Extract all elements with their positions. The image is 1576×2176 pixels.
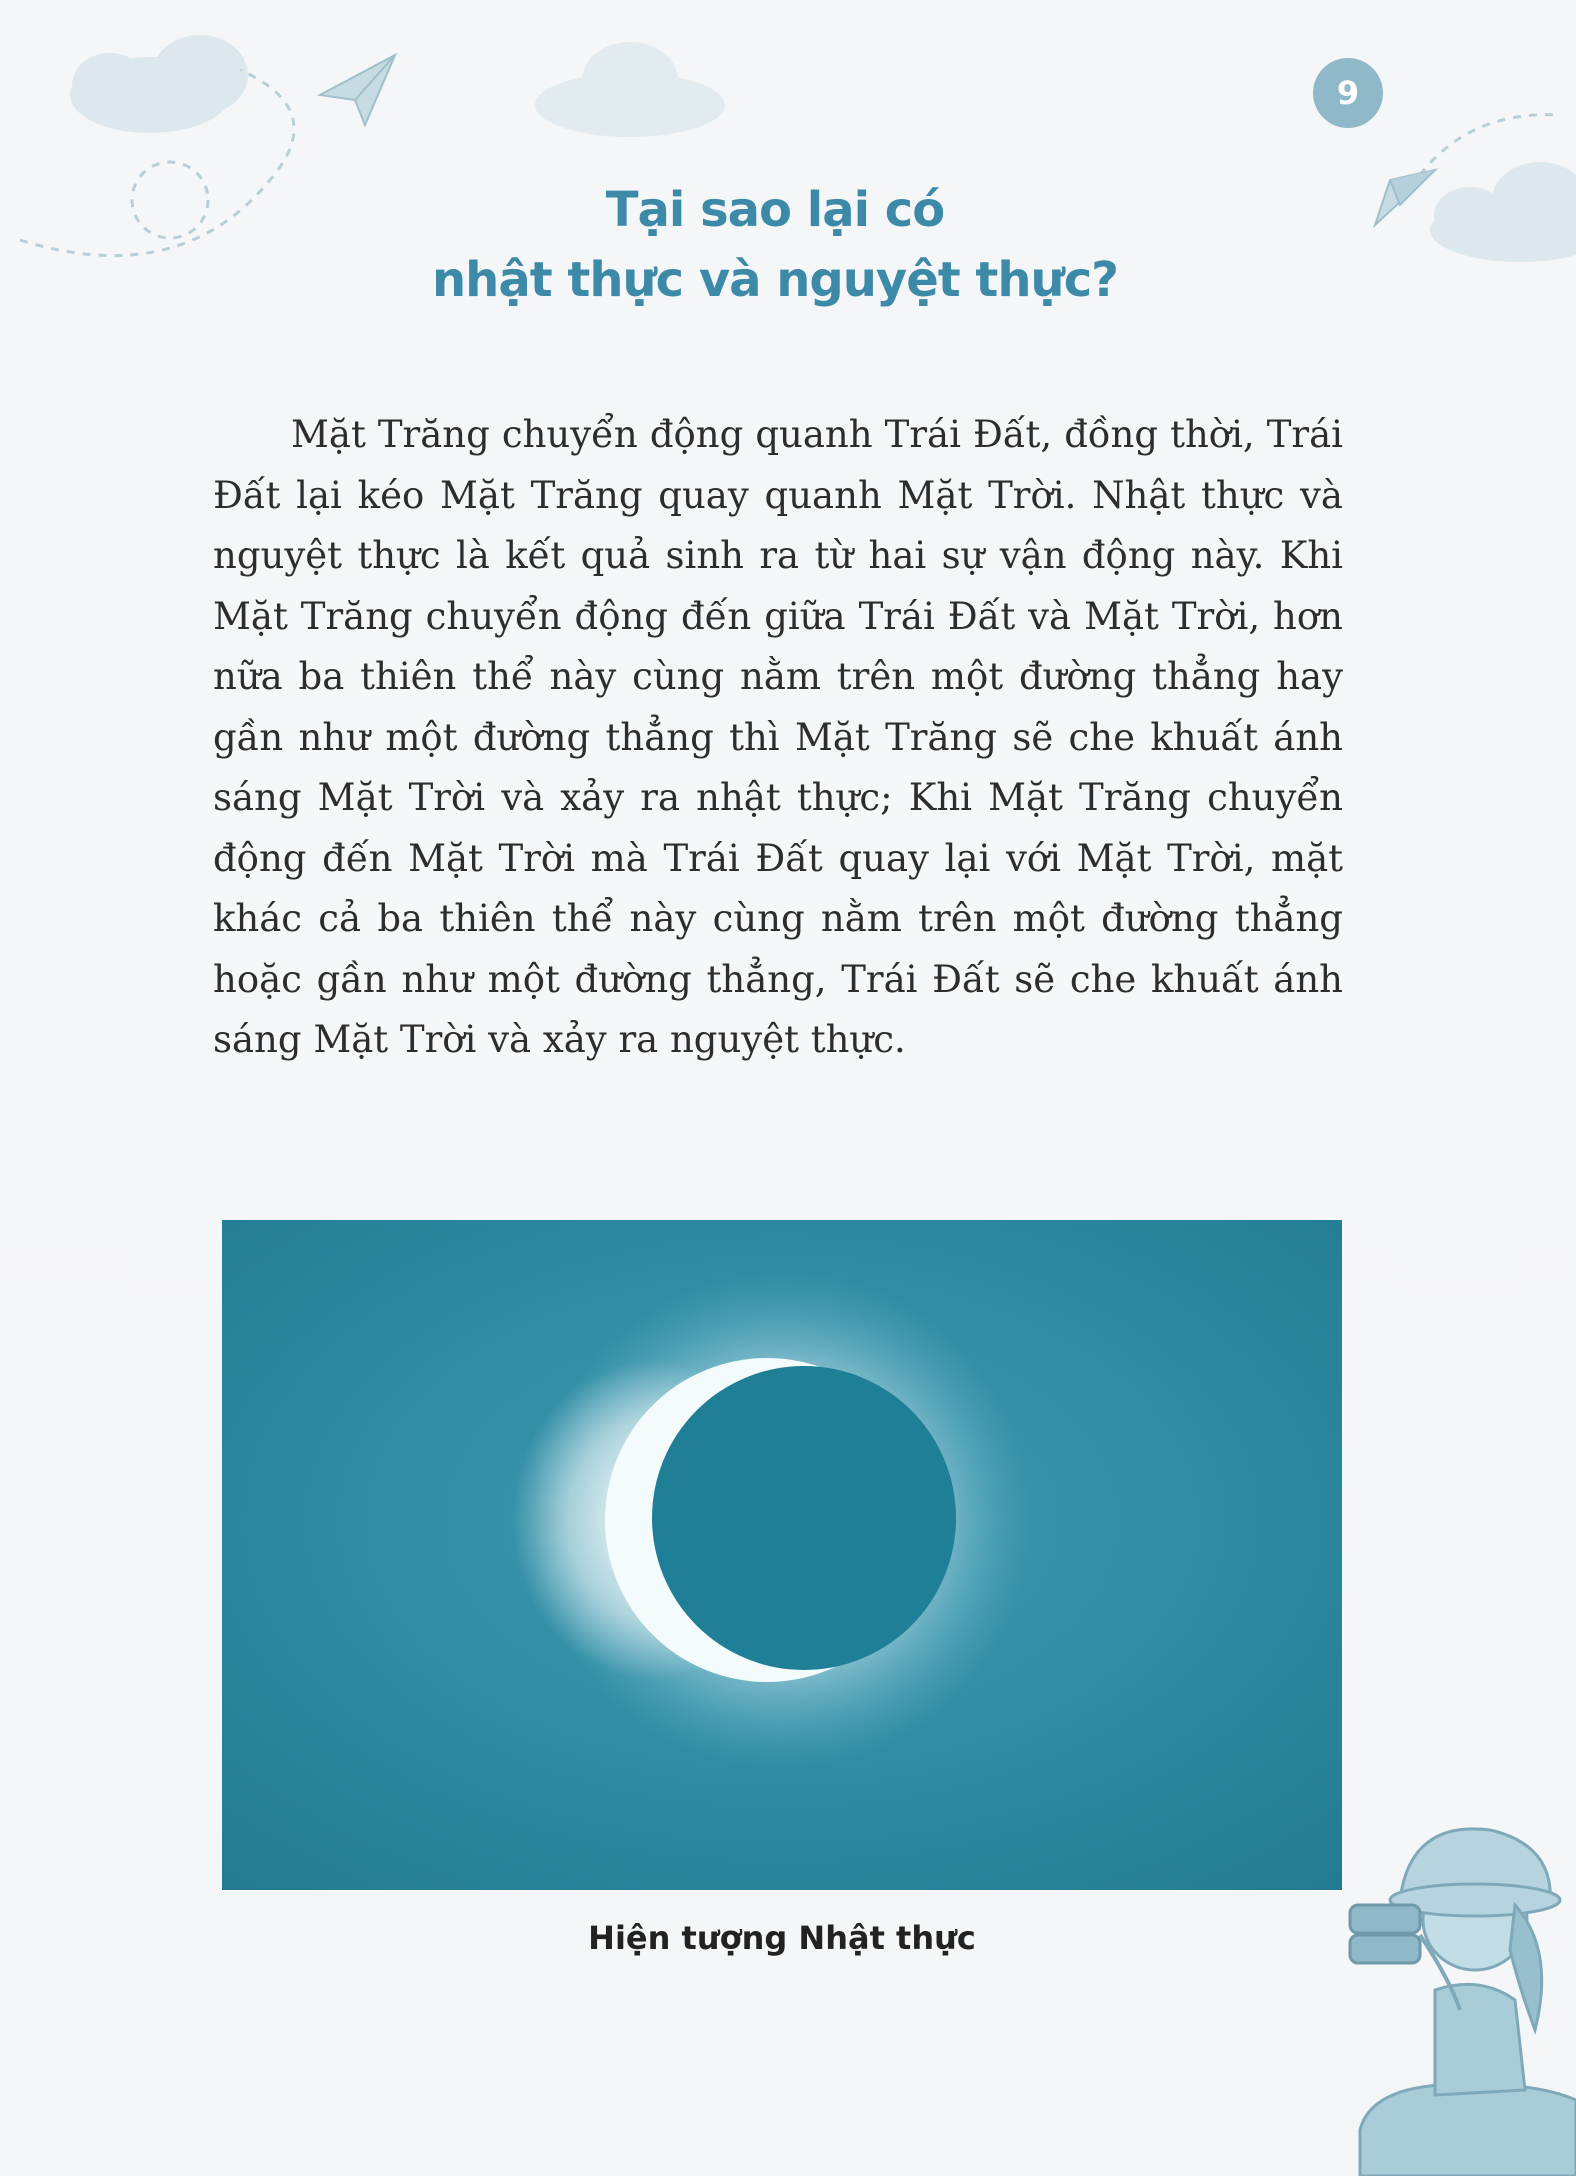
paper-plane-icon <box>320 55 395 125</box>
moon-disc <box>652 1366 956 1670</box>
paper-plane-icon <box>1375 170 1435 225</box>
page-number-badge: 9 <box>1313 58 1383 128</box>
explorer-illustration <box>1340 1800 1576 2176</box>
page-title <box>250 175 1300 315</box>
eclipse-photo <box>222 1220 1342 1890</box>
title-line-2: nhật thực và nguyệt thực? <box>431 252 1119 308</box>
body <box>1435 1984 1525 2095</box>
binoculars-icon <box>1350 1905 1420 1963</box>
cloud-icon <box>70 35 248 133</box>
rock <box>1360 2084 1576 2176</box>
title-line-1: Tại sao lại có <box>605 182 945 238</box>
photo-caption: Hiện tượng Nhật thực <box>588 1919 976 1957</box>
cloud-icon <box>535 42 725 137</box>
cloud-icon <box>1430 162 1576 262</box>
dashed-loop <box>132 162 208 238</box>
body-paragraph: Mặt Trăng chuyển động quanh Trái Đất, đồng thời, Trái Đất lại kéo Mặt Trăng quay quanh Mặt Trời. Nhật thực và nguyệt thực là kết quả sinh ra từ hai sự vận động này. Khi Mặt Trăng chuyển động đến giữa Trái Đất và Mặt Trời, hơn nữa ba thiên thể này cùng nằm trên một đường thẳng hay gần như một đường thẳng thì Mặt Trăng sẽ che khuất ánh sáng Mặt Trời và xảy ra nhật thực; Khi Mặt Trăng chuyển động đến Mặt Trời mà Trái Đất quay lại với Mặt Trời, mặt khác cả ba thiên thể này cùng nằm trên một đường thẳng hoặc gần như một đường thẳng, Trái Đất sẽ che khuất ánh sáng Mặt Trời và xảy ra nguyệt thực. <box>213 413 1343 1061</box>
